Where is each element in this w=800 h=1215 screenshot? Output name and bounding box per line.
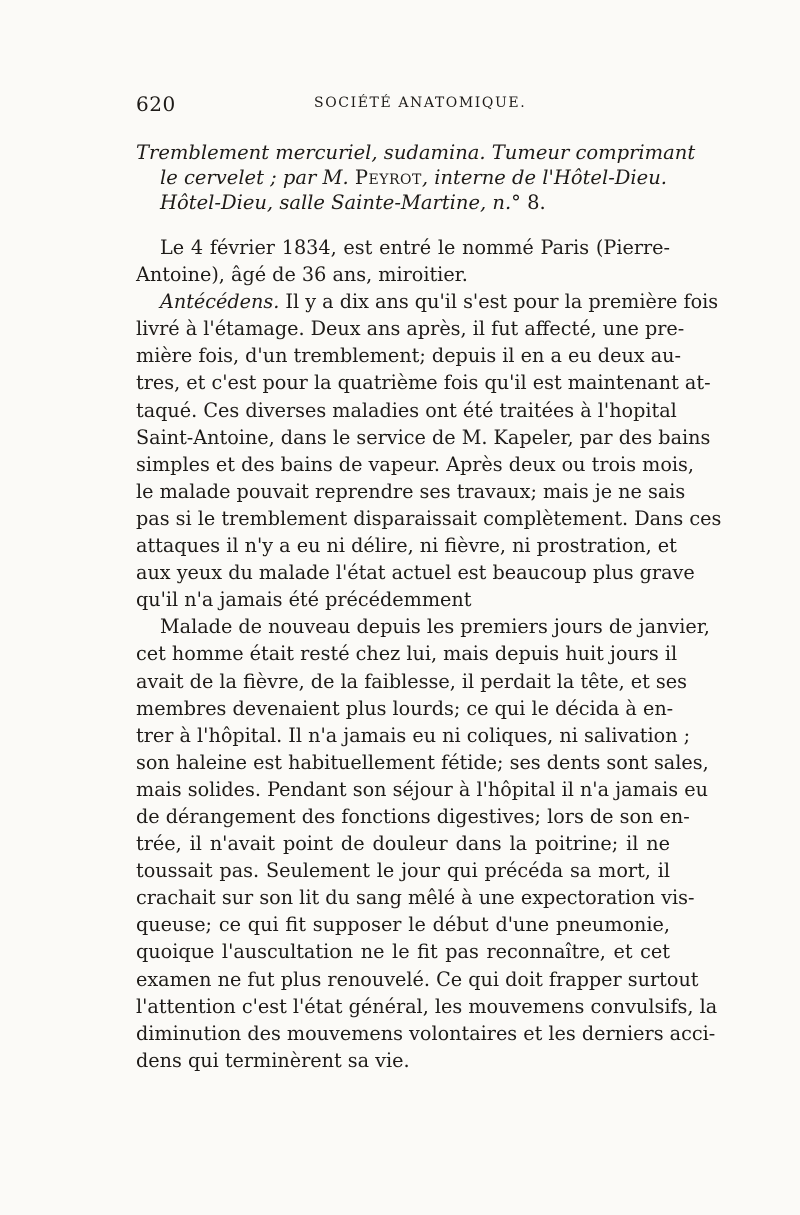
paragraph-2-line: Antécédens. Il y a dix ans qu'il s'est pour la première fois [160,290,719,314]
paragraph-2-line: Saint-Antoine, dans le service de M. Kapeler, par des bains [136,425,711,449]
paragraph-3-line: trer à l'hôpital. Il n'a jamais eu ni coliques, ni salivation ; [136,723,691,747]
paragraph-3-line: avait de la fièvre, de la faiblesse, il perdait la tête, et ses [136,669,687,693]
page-number: 620 [136,92,176,116]
article-title [136,140,696,215]
title-line-3-end: ° 8. [511,191,546,214]
page-header [136,92,676,118]
paragraph-2-line: simples et des bains de vapeur. Après deux ou trois mois, [136,452,694,476]
paragraph-3-line: de dérangement des fonctions digestives; lors de son en- [136,804,690,828]
author-name: Peyrot [354,166,422,189]
paragraph-1-line: Le 4 février 1834, est entré le nommé Paris (Pierre- [160,236,670,259]
paragraph-3-line: diminution des mouvemens volontaires et les derniers acci- [136,1021,716,1045]
title-line-2-start: le cervelet ; par M. [160,166,355,189]
paragraph-2-line: aux yeux du malade l'état actuel est beaucoup plus grave [136,561,695,585]
paragraph-3-line: dens qui terminèrent sa vie. [136,1048,410,1072]
title-line-3-start: Hôtel-Dieu, salle Sainte-Martine, n. [160,191,512,214]
paragraph-3-line: membres devenaient plus lourds; ce qui le décida à en- [136,696,674,720]
paragraph-2-line: pas si le tremblement disparaissait complètement. Dans ces [136,506,722,530]
paragraph-3-line: queuse; ce qui fit supposer le début d'une pneumonie, [136,913,670,937]
paragraph-1-line: Antoine), âgé de 36 ans, miroitier. [136,263,468,287]
paragraph-2-line: mière fois, d'un tremblement; depuis il en a eu deux au- [136,344,681,368]
paragraph-3-line: l'attention c'est l'état général, les mouvemens convulsifs, la [136,994,718,1018]
body-text [136,234,722,1074]
running-head: SOCIÉTÉ ANATOMIQUE. [314,95,527,111]
paragraph-3-line: examen ne fut plus renouvelé. Ce qui doit frapper surtout [136,967,699,991]
title-line-1: Tremblement mercuriel, sudamina. Tumeur comprimant [136,141,696,164]
paragraph-3-line: crachait sur son lit du sang mêlé à une expectoration vis- [136,886,695,910]
paragraph-2-line: tres, et c'est pour la quatrième fois qu'il est maintenant at- [136,371,711,395]
title-line-2 [136,165,676,190]
paragraph-3-line: Malade de nouveau depuis les premiers jours de janvier, [160,615,710,639]
section-heading-antecedens: Antécédens. [160,290,280,314]
paragraph-2-line: qu'il n'a jamais été précédemment [136,588,472,612]
paragraph-2-line: le malade pouvait reprendre ses travaux; mais je ne sais [136,479,686,503]
paragraph-2-line: livré à l'étamage. Deux ans après, il fut affecté, une pre- [136,317,685,341]
paragraph-2-line: attaques il n'y a eu ni délire, ni fièvre, ni prostration, et [136,534,677,558]
paragraph-2-line: taqué. Ces diverses maladies ont été traitées à l'hopital [136,398,677,422]
paragraph-3-line: cet homme était resté chez lui, mais depuis huit jours il [136,642,678,666]
title-line-3 [136,190,676,215]
title-line-2-end: , interne de l'Hôtel-Dieu. [421,166,667,189]
paragraph-3-line: toussait pas. Seulement le jour qui précéda sa mort, il [136,859,670,883]
paragraph-3-line: son haleine est habituellement fétide; ses dents sont sales, [136,750,709,774]
paragraph-3-line: quoique l'auscultation ne le fit pas reconnaître, et cet [136,940,670,964]
paragraph-3-line: trée, il n'avait point de douleur dans la poitrine; il ne [136,832,670,856]
paragraph-3-line: mais solides. Pendant son séjour à l'hôpital il n'a jamais eu [136,777,708,801]
